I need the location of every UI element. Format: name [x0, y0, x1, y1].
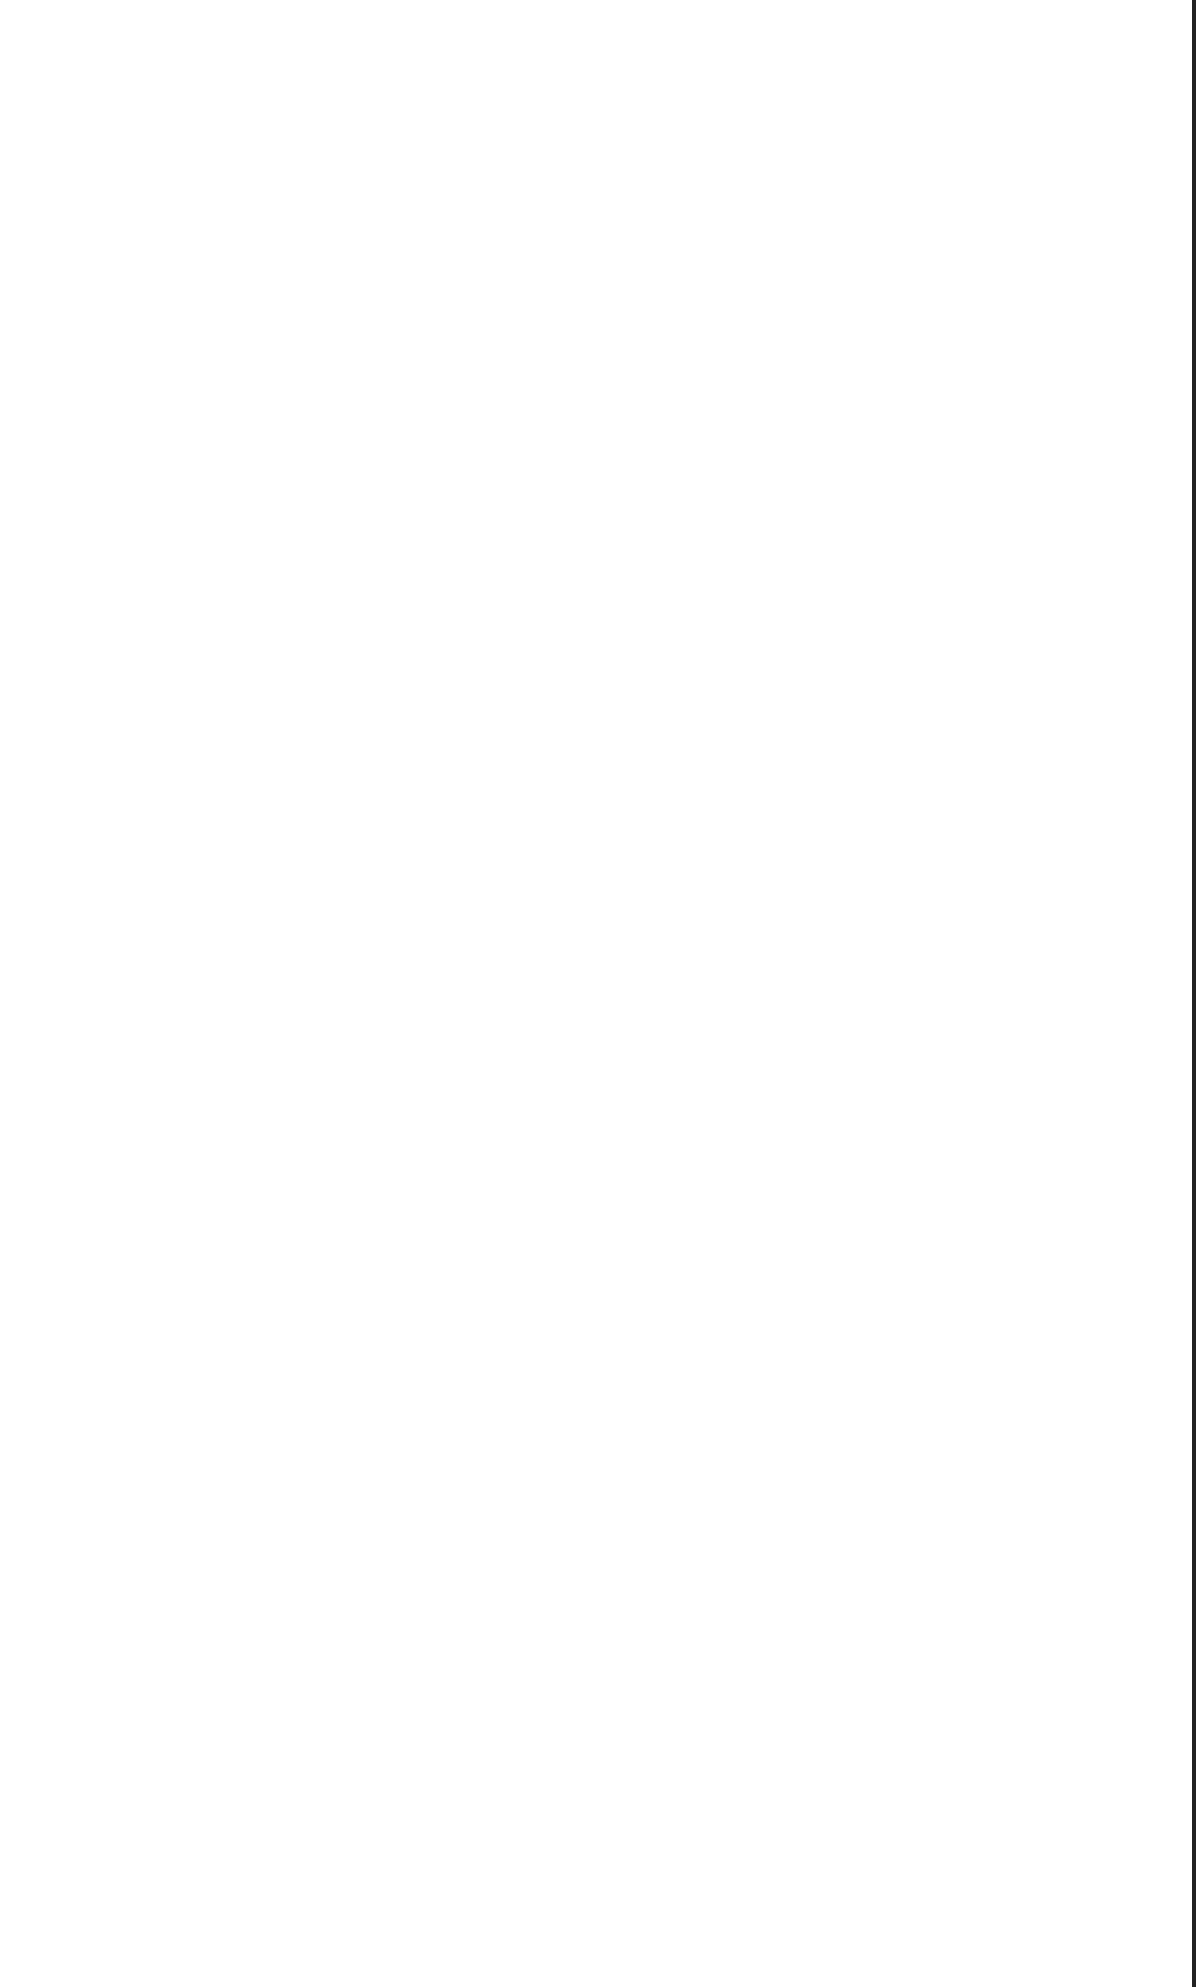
page-edge-line — [1192, 0, 1196, 1987]
